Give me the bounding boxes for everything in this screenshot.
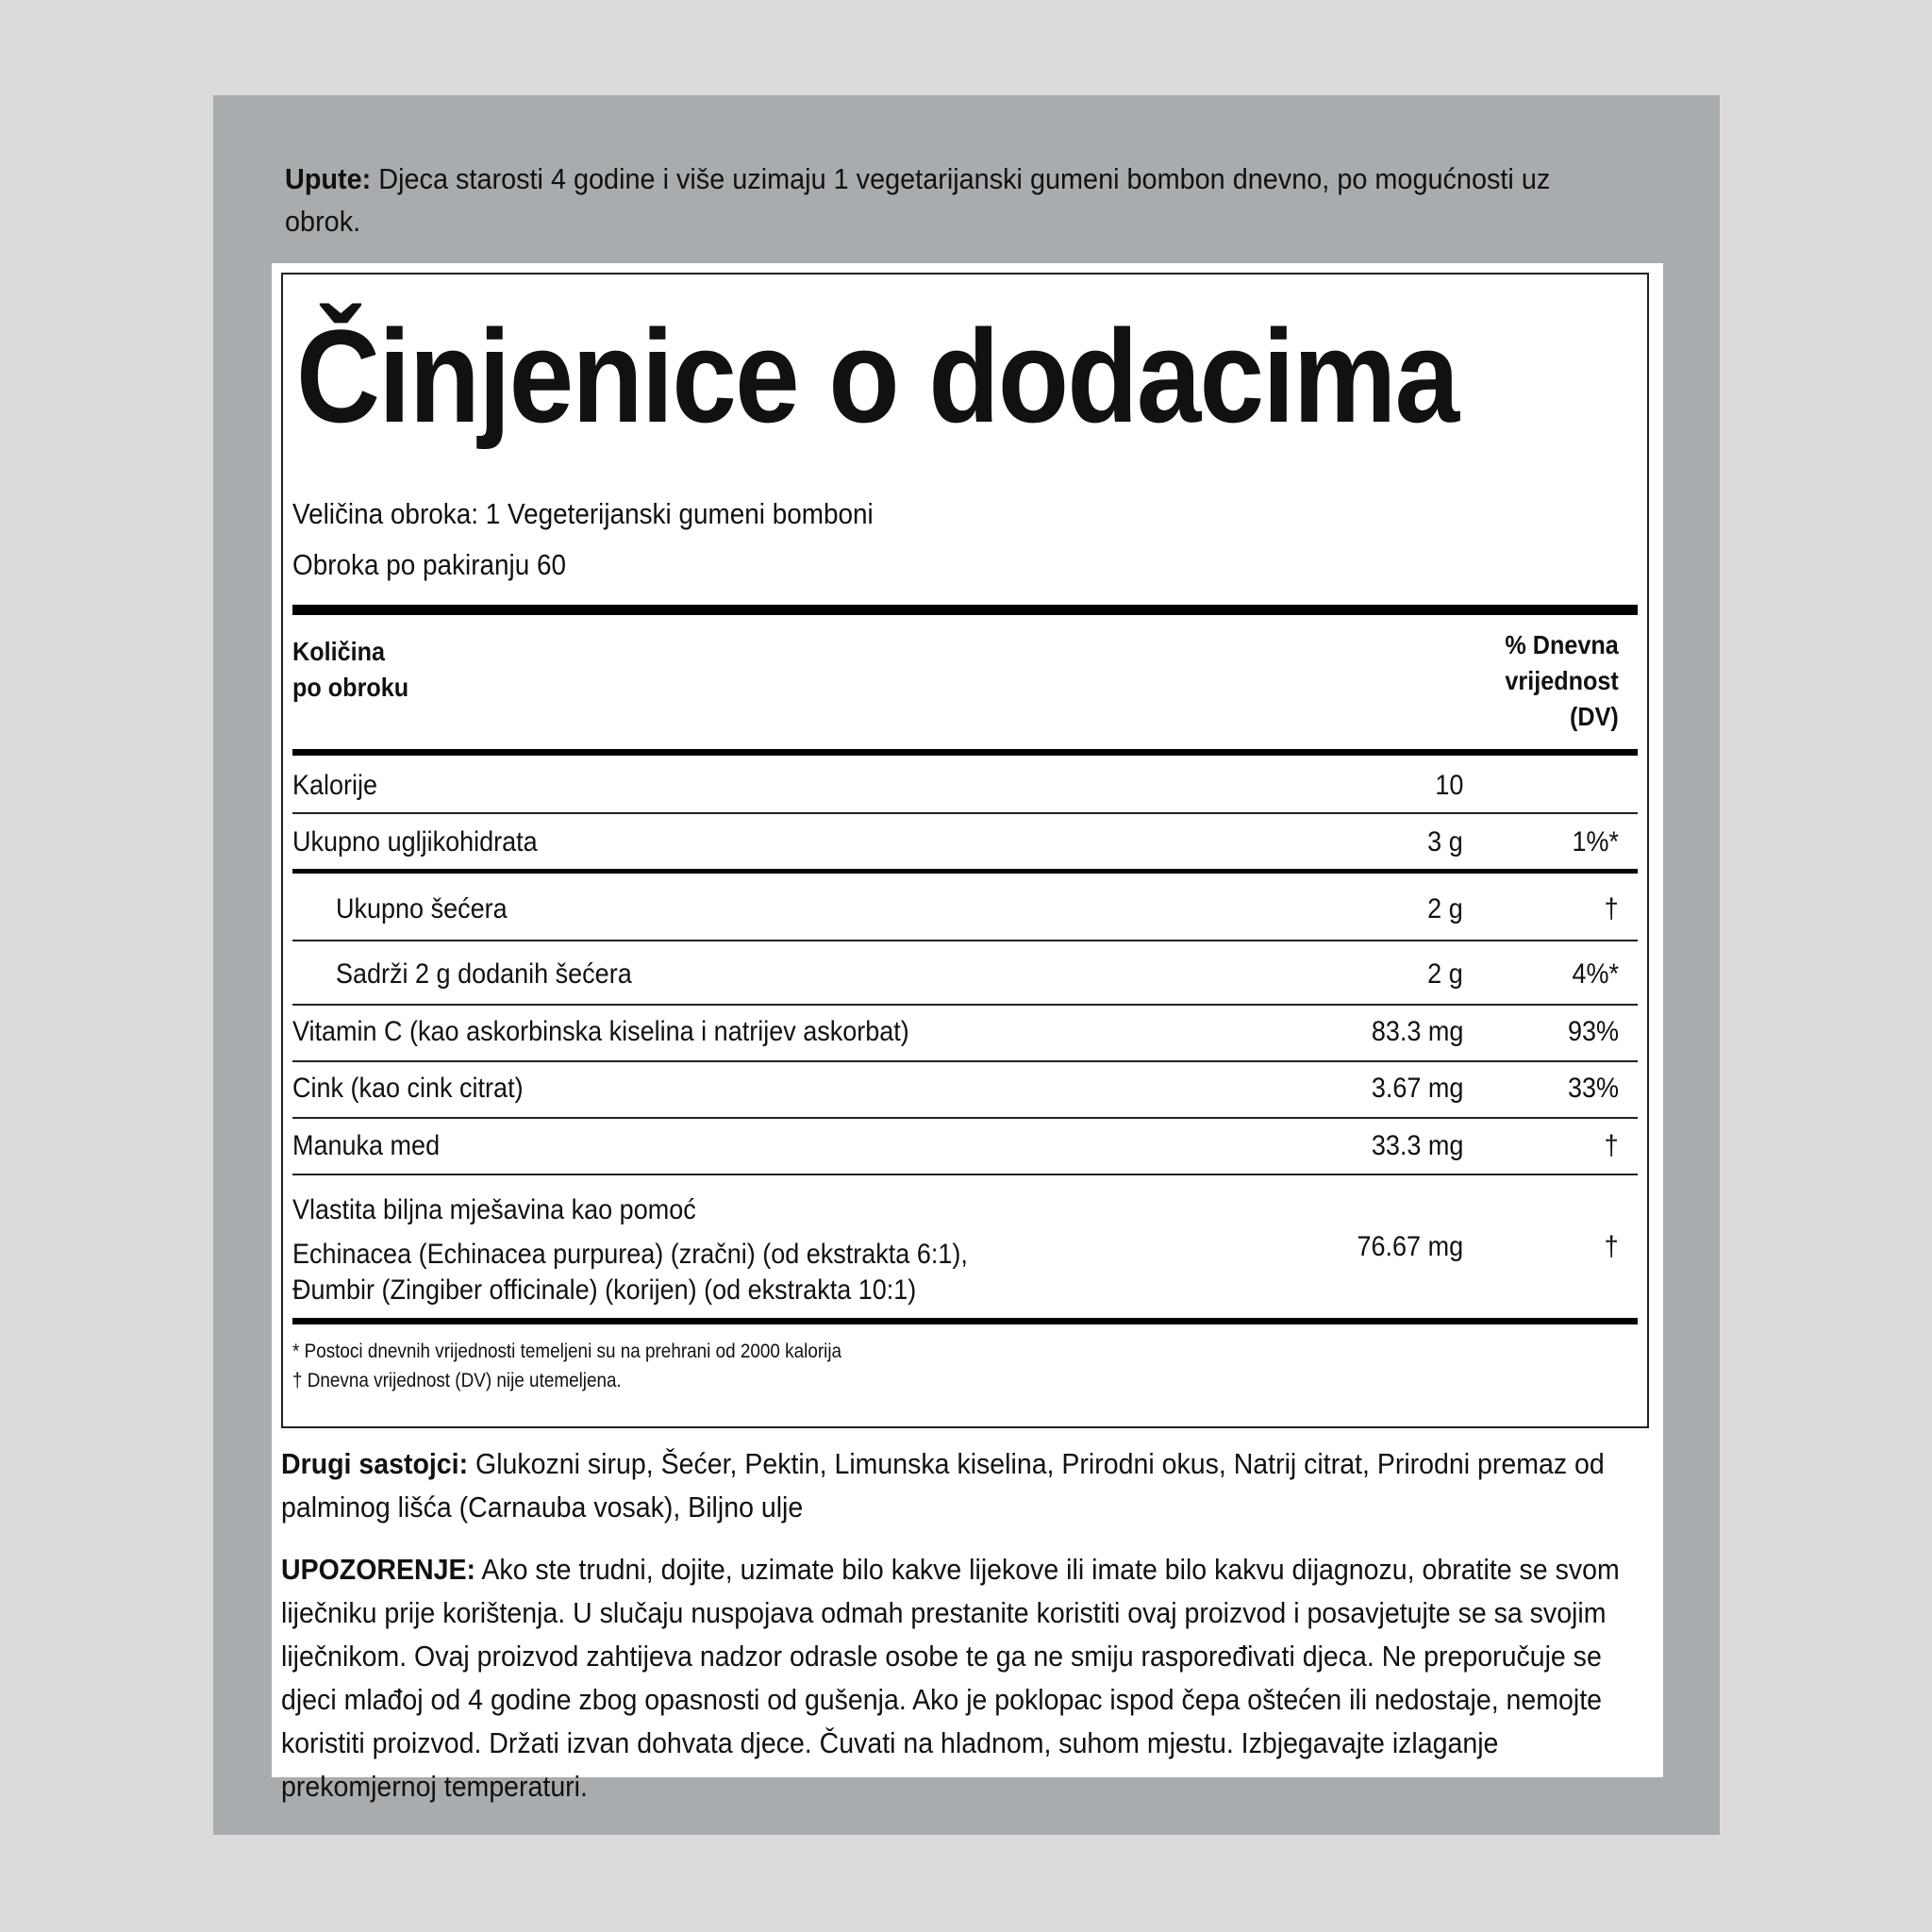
- nutrient-dv: †: [1604, 1130, 1619, 1161]
- nutrient-name: Cink (kao cink citrat): [292, 1073, 524, 1104]
- nutrient-dv: 33%: [1567, 1073, 1619, 1104]
- nutrient-amount: 33.3 mg: [1371, 1130, 1463, 1161]
- row-divider: [292, 1174, 1638, 1175]
- dv-header-line3: (DV): [1570, 702, 1619, 731]
- warning-label: UPOZORENJE:: [281, 1553, 476, 1586]
- dv-header-line1: % Dnevna: [1505, 630, 1619, 659]
- servings-per-container: Obroka po pakiranju 60: [292, 548, 567, 581]
- other-ingredients-body: Glukozni sirup, Šećer, Pektin, Limunska kiselina, Prirodni okus, Natrij citrat, Prirodni premaz od palminog lišća (Carnauba vosak), Biljno ulje: [281, 1447, 1605, 1524]
- nutrient-dv: 4%*: [1572, 958, 1619, 990]
- dv-header-line2: vrijednost: [1505, 666, 1619, 695]
- footnote-dagger: † Dnevna vrijednost (DV) nije utemeljena.: [292, 1370, 622, 1391]
- blend-ingredients: Echinacea (Echinacea purpurea) (zračni) (od ekstrakta 6:1), Đumbir (Zingiber officinale) (korijen) (od ekstrakta 10:1): [292, 1239, 968, 1306]
- warning-body: Ako ste trudni, dojite, uzimate bilo kakve lijekove ili imate bilo kakvu dijagnozu, obratite se svom liječniku prije korištenja. U slučaju nuspojava odmah prestanite koristiti ovaj proizvod i posavjetujte se sa svojim liječnikom. Ovaj proizvod zahtijeva nadzor odrasle osobe te ga ne smiju raspoređivati djeca. Ne preporučuje se djeci mlađoj od 4 godine zbog opasnosti od gušenja. Ako je poklopac ispod čepa oštećen ili nedostaje, nemojte koristiti proizvod. Držati izvan dohvata djece. Čuvati na hladnom, suhom mjestu. Izbjegavajte izlaganje prekomjernoj temperaturi.: [281, 1553, 1620, 1803]
- row-divider: [292, 1060, 1638, 1062]
- directions-label: Upute:: [285, 162, 372, 195]
- nutrient-amount: 10: [1434, 770, 1463, 801]
- directions-text: [285, 158, 1566, 242]
- other-ingredients-label: Drugi sastojci:: [281, 1447, 469, 1480]
- other-ingredients: [281, 1442, 1653, 1529]
- thick-divider-bottom: [292, 1318, 1638, 1324]
- nutrient-amount: 3.67 mg: [1371, 1073, 1463, 1104]
- nutrient-amount: 2 g: [1427, 893, 1463, 924]
- row-divider: [292, 940, 1638, 941]
- row-divider: [292, 1117, 1638, 1119]
- serving-size: Veličina obroka: 1 Vegeterijanski gumeni bomboni: [292, 497, 874, 530]
- amount-header-line1: Količina: [292, 637, 386, 666]
- blend-name: Vlastita biljna mješavina kao pomoć: [292, 1194, 696, 1225]
- thick-divider-header: [292, 749, 1638, 756]
- nutrient-amount: 2 g: [1427, 958, 1463, 990]
- warning: [281, 1548, 1653, 1808]
- amount-header-line2: po obroku: [292, 673, 409, 702]
- amount-per-serving-header: [292, 634, 408, 706]
- directions-body: Djeca starosti 4 godine i više uzimaju 1 vegetarijanski gumeni bombon dnevno, po mogućnosti uz obrok.: [285, 162, 1551, 238]
- nutrient-name: Manuka med: [292, 1130, 441, 1161]
- label-panel: [213, 95, 1720, 1835]
- row-divider: [292, 812, 1638, 814]
- row-divider: [292, 1004, 1638, 1006]
- nutrient-dv: 93%: [1567, 1016, 1619, 1047]
- nutrient-name: Ukupno šećera: [336, 893, 508, 924]
- nutrient-name: Kalorije: [292, 770, 378, 801]
- facts-title: Činjenice o dodacima: [296, 302, 1458, 450]
- nutrient-name: Sadrži 2 g dodanih šećera: [336, 958, 632, 990]
- blend-amount: 76.67 mg: [1357, 1231, 1463, 1262]
- nutrient-dv: †: [1604, 893, 1619, 924]
- nutrient-amount: 3 g: [1427, 826, 1463, 858]
- supplement-facts-box: [281, 273, 1649, 1428]
- nutrient-name: Vitamin C (kao askorbinska kiselina i natrijev askorbat): [292, 1016, 909, 1047]
- blend-dv: †: [1604, 1231, 1619, 1262]
- medium-divider: [292, 869, 1638, 874]
- footnote-percent: * Postoci dnevnih vrijednosti temeljeni su na prehrani od 2000 kalorija: [292, 1341, 842, 1362]
- thick-divider-top: [292, 605, 1638, 615]
- nutrient-amount: 83.3 mg: [1371, 1016, 1463, 1047]
- white-card: [272, 263, 1663, 1803]
- daily-value-header: [1506, 627, 1619, 735]
- nutrient-name: Ukupno ugljikohidrata: [292, 826, 538, 858]
- nutrient-dv: 1%*: [1572, 826, 1619, 858]
